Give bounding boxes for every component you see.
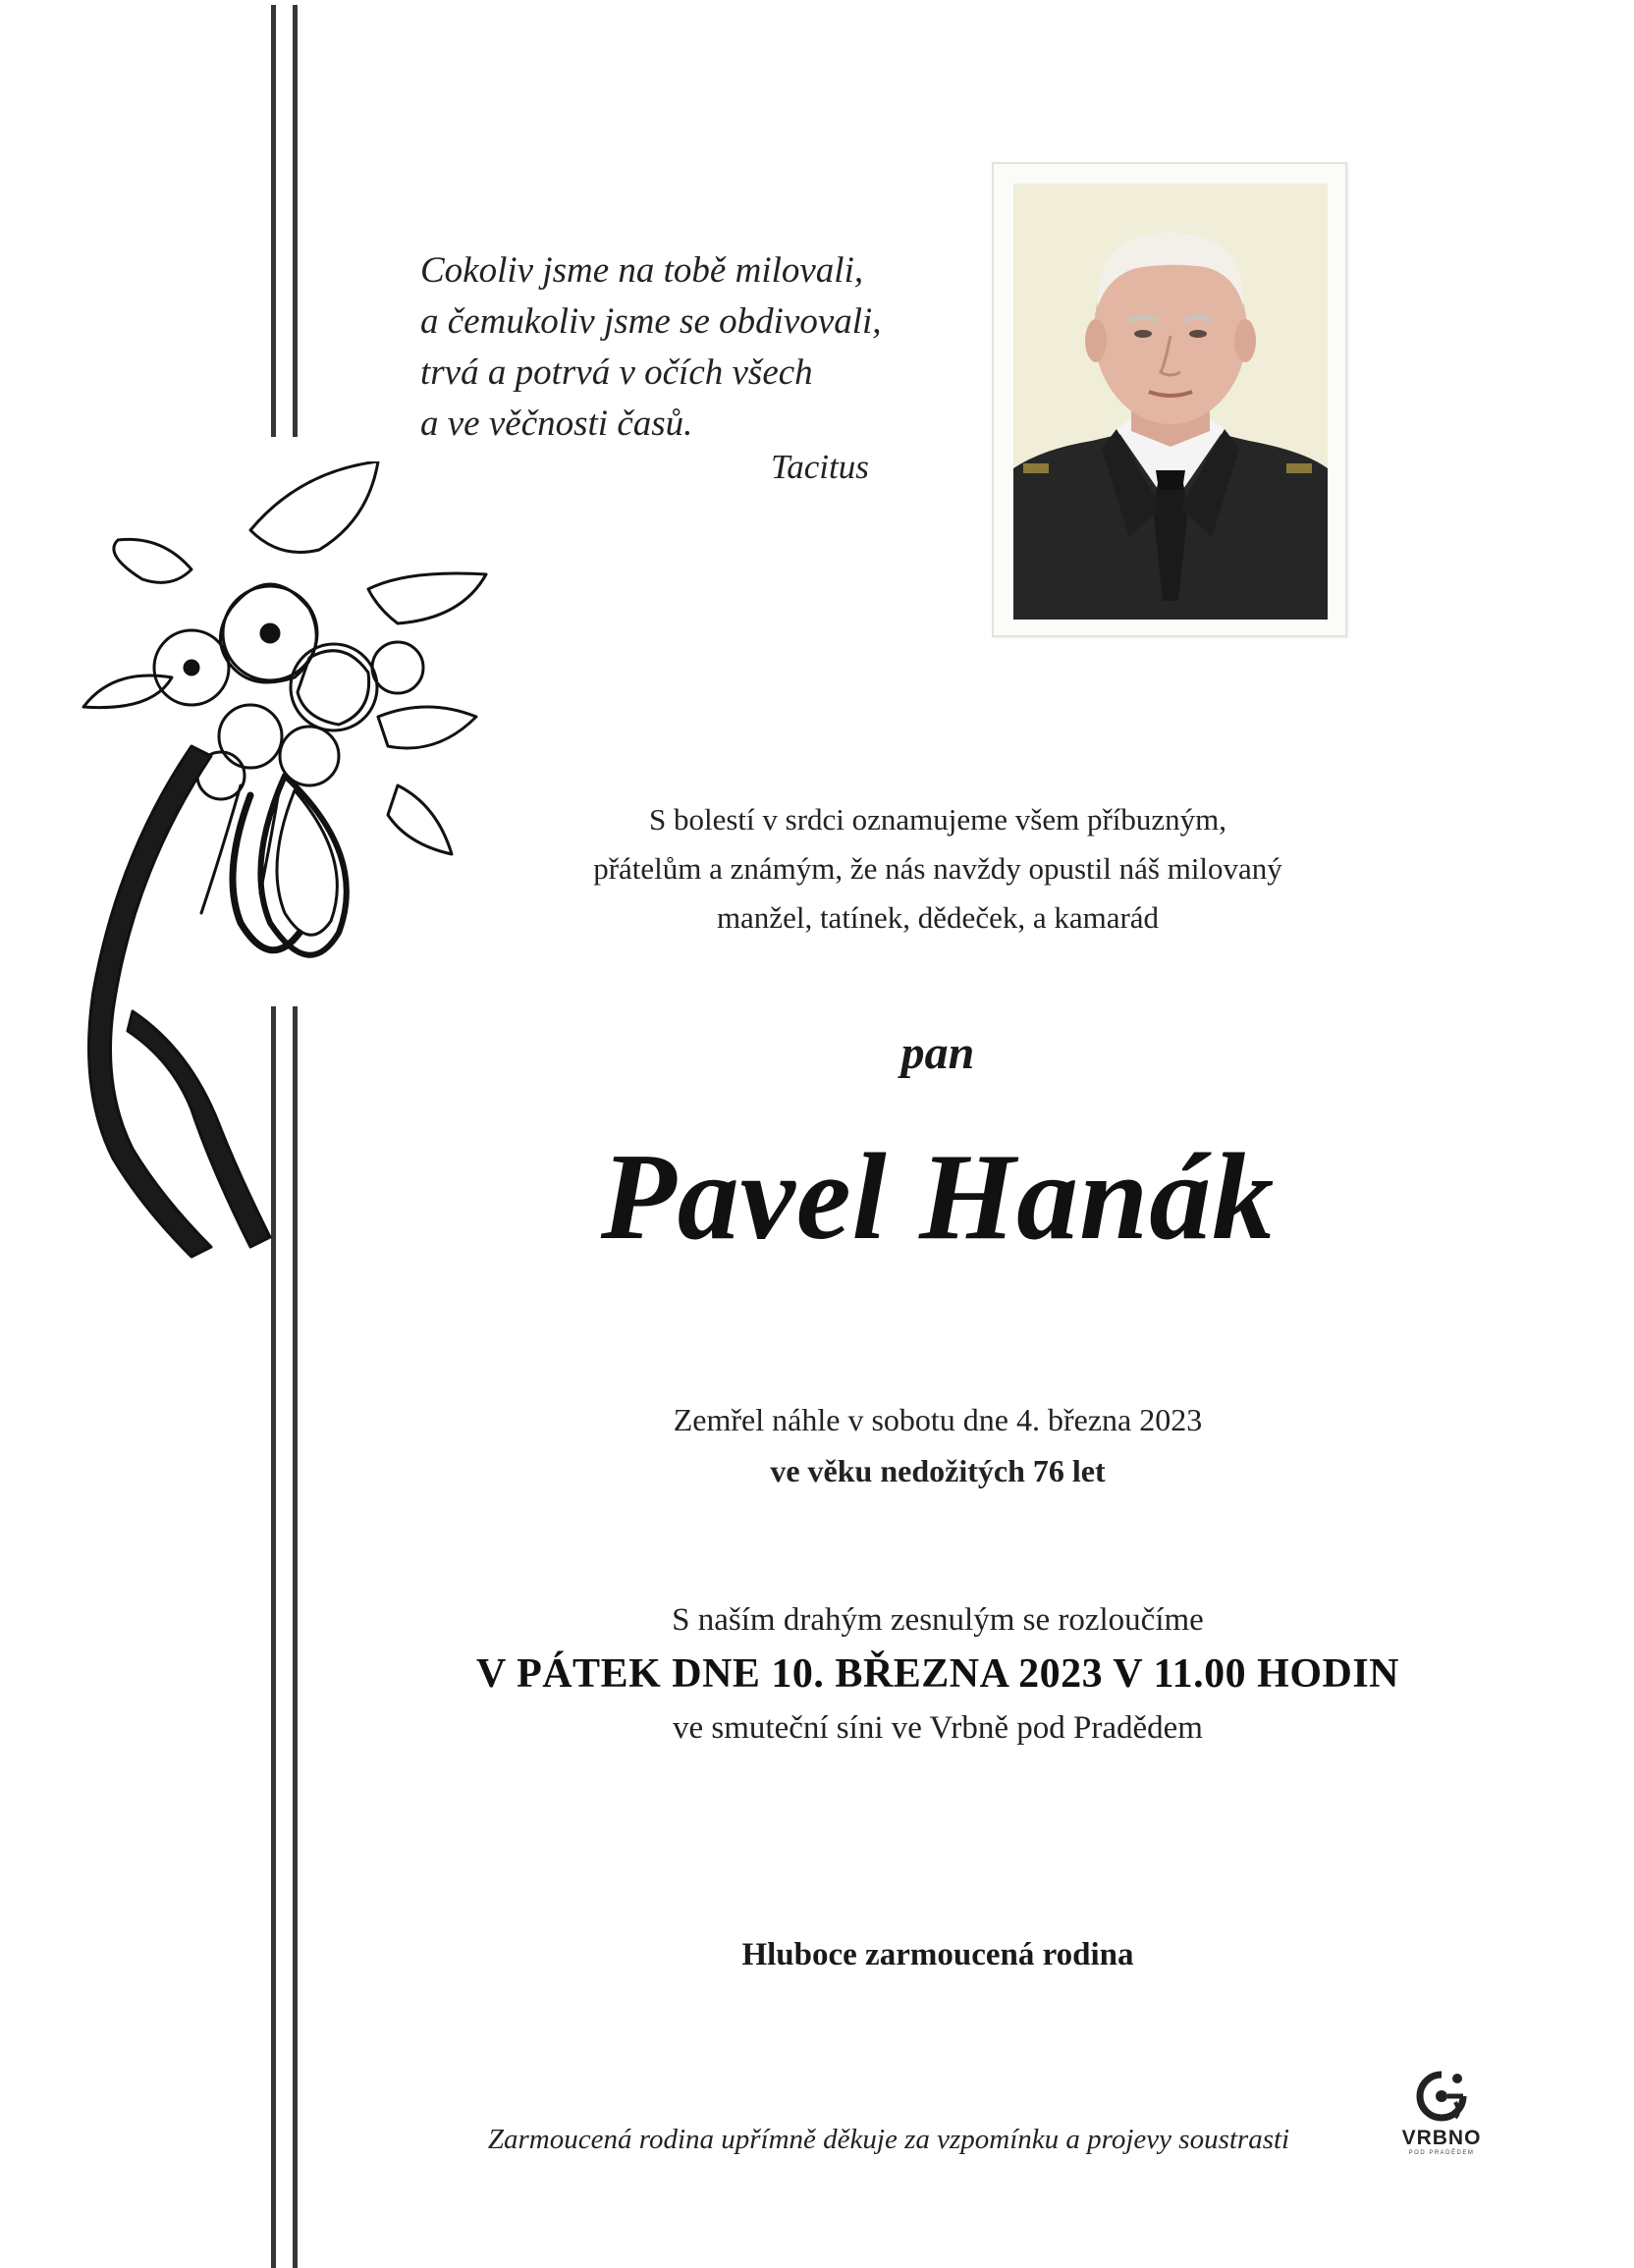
logo-name: VRBNO (1401, 2127, 1482, 2149)
poem-line: a ve věčnosti časů. (420, 404, 693, 444)
poem-line: Cokoliv jsme na tobě milovali, (420, 250, 864, 291)
vrbno-logo (1392, 2067, 1491, 2165)
portrait-photo (1013, 184, 1328, 620)
announcement-line: S bolestí v srdci oznamujeme všem příbuzným, (648, 802, 1227, 837)
top-right-line (293, 5, 298, 437)
logo-subtitle: POD PRADĚDEM (1408, 2150, 1475, 2156)
poem-line: trvá a potrvá v očích všech (420, 352, 813, 393)
portrait-illustration (1013, 184, 1328, 620)
family-signature: Hluboce zarmoucená rodina (741, 1937, 1134, 1972)
portrait-frame (992, 162, 1347, 637)
announcement-line: přátelům a známým, že nás navždy opustil náš milovaný (593, 851, 1282, 886)
funeral-datetime: V PÁTEK DNE 10. BŘEZNA 2023 V 11.00 HODIN (476, 1651, 1399, 1697)
announcement-line: manžel, tatínek, dědeček, a kamarád (716, 900, 1160, 935)
death-info (540, 1394, 1335, 1496)
top-left-line (271, 5, 276, 437)
funeral-info (373, 1593, 1502, 1755)
age-at-death: ve věku nedožitých 76 let (770, 1453, 1106, 1488)
funeral-place: ve smuteční síni ve Vrbně pod Pradědem (673, 1710, 1203, 1746)
funeral-intro: S naším drahým zesnulým se rozloučíme (672, 1602, 1204, 1638)
poem-line: a čemukoliv jsme se obdivovali, (420, 301, 882, 342)
honorific: pan (900, 1027, 975, 1079)
deceased-name: Pavel Hanák (600, 1129, 1276, 1266)
poem (420, 245, 1009, 450)
announcement (442, 795, 1434, 943)
poem-author: Tacitus (771, 448, 869, 486)
vrbno-logo-icon (1412, 2067, 1471, 2126)
thanks-note: Zarmoucená rodina upřímně děkuje za vzpomínku a projevy soustrasti (487, 2124, 1290, 2155)
death-date: Zemřel náhle v sobotu dne 4. března 2023 (673, 1402, 1203, 1437)
